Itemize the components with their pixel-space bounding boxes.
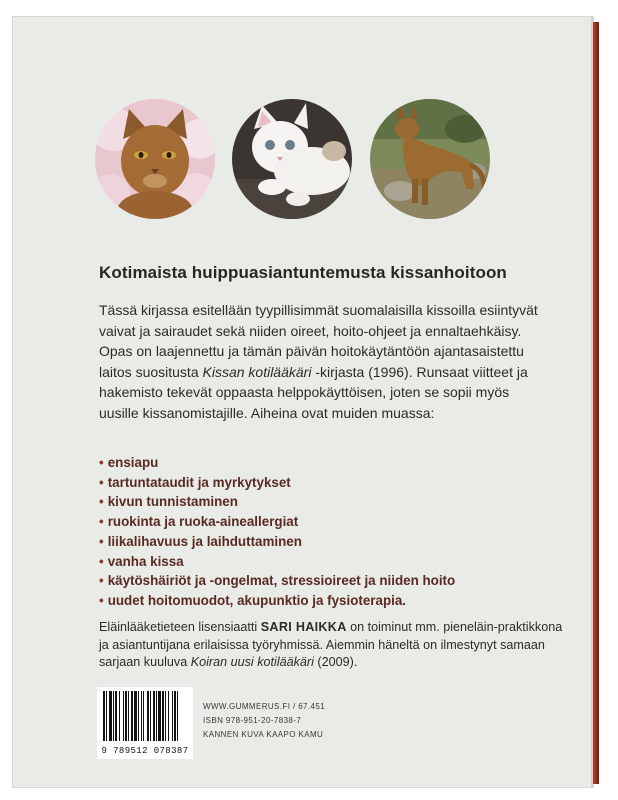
cover-photo-credit: KANNEN KUVA KAAPO KAMU — [203, 730, 324, 739]
topic-item — [99, 473, 455, 493]
book-spine-edge — [593, 22, 599, 784]
publisher-website: WWW.GUMMERUS.FI / 67.451 — [203, 702, 326, 711]
description-book-title: Kissan kotilääkäri — [202, 363, 312, 380]
book-back-cover — [13, 17, 593, 787]
description-text-2: -kirjasta (1996). Runsaat viitteet ja hakemisto tekevät oppaasta helppokäyttöisen, joten se sopii myös uusille kissanomistajille. Aiheina ovat muiden muassa: — [99, 363, 528, 421]
bullet-icon: • — [99, 455, 104, 470]
publisher-imprint — [203, 700, 325, 742]
cover-headline: Kotimaista huippuasiantuntemusta kissanhoitoon — [99, 263, 507, 282]
topic-label: vanha kissa — [107, 553, 184, 569]
bullet-icon: • — [99, 573, 104, 589]
bullet-icon: • — [99, 592, 104, 608]
cat-photo-abyssinian — [95, 99, 215, 219]
topic-label: uudet hoitomuodot, akupunktio ja fysioterapia. — [107, 592, 407, 608]
topic-label: tartuntataudit ja myrkytykset — [107, 474, 291, 490]
photo-row — [13, 99, 593, 229]
author-previous-book: Koiran uusi kotilääkäri — [190, 655, 314, 670]
bullet-icon: • — [99, 514, 104, 530]
topic-label: käytöshäiriöt ja -ongelmat, stressioireet ja niiden hoito — [107, 573, 456, 589]
topic-label: ensiapu — [107, 455, 159, 470]
author-text-1: on toiminut mm. pieneläin-praktikkona ja asiantuntijana erilaisissa työryhmissä. Aiemmin häneltä on ilmestynyt samaan sarjaan kuuluva — [99, 620, 563, 670]
topic-item — [99, 532, 455, 552]
author-bio — [99, 619, 569, 672]
barcode-number: 9 789512 078387 — [101, 746, 189, 756]
book-description — [99, 300, 539, 423]
author-intro: Eläinlääketieteen lisensiaatti — [99, 620, 261, 634]
topic-item — [99, 512, 455, 532]
topic-item — [99, 453, 455, 473]
bullet-icon: • — [99, 553, 104, 569]
barcode-bars-icon — [101, 691, 189, 743]
bullet-icon: • — [99, 474, 104, 490]
topic-item — [99, 552, 455, 572]
bullet-icon: • — [99, 494, 104, 510]
topic-label: ruokinta ja ruoka-aineallergiat — [107, 514, 299, 530]
topic-item — [99, 571, 455, 591]
bullet-icon: • — [99, 533, 104, 549]
author-text-2: (2009). — [313, 655, 358, 670]
description-text-1: Tässä kirjassa esitellään tyypillisimmät suomalaisilla kissoilla esiintyvät vaivat ja sairaudet sekä niiden oireet, hoito-ohjeet ja ennaltaehkäisy. Opas on laajennettu ja tämän päivän hoitokäytäntöön ajantasaistettu laitos suositusta — [99, 302, 538, 380]
cat-photo-outdoors — [370, 99, 490, 219]
topic-list — [99, 453, 455, 611]
isbn: ISBN 978-951-20-7838-7 — [203, 716, 302, 725]
topic-item — [99, 591, 455, 611]
author-name: SARI HAIKKA — [260, 620, 347, 634]
barcode — [97, 687, 193, 759]
topic-item — [99, 492, 455, 512]
topic-label: kivun tunnistaminen — [107, 494, 238, 510]
cat-photo-white-kitten — [232, 99, 352, 219]
topic-label: liikalihavuus ja laihduttaminen — [107, 533, 302, 549]
